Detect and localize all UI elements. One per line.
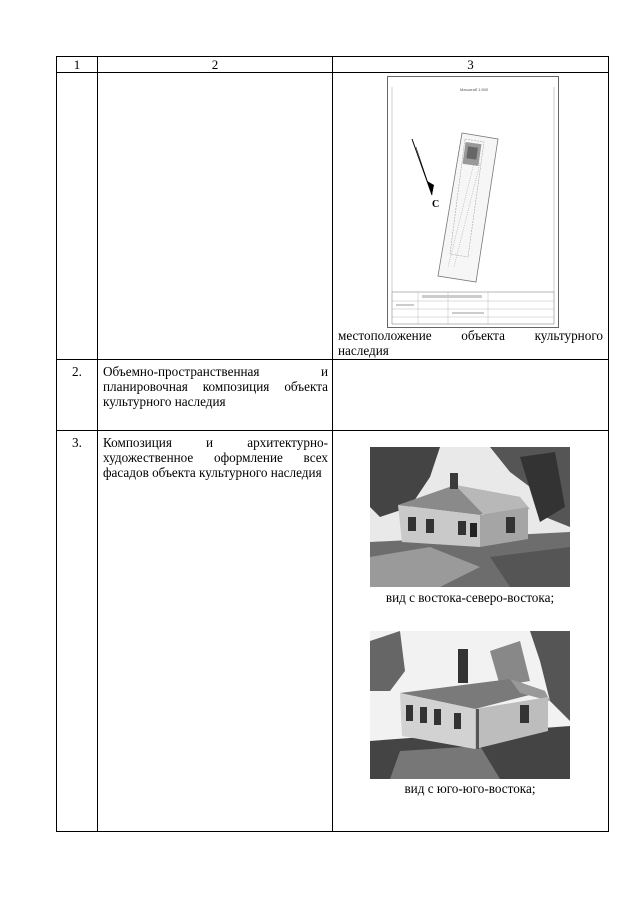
facade-photos-cell [333,431,609,832]
photo-1-caption: вид с востока-северо-востока; [385,590,555,605]
row-description: Композиция и архитектурно-художественное оформление всех фасадов объекта культурного наследия [98,431,333,832]
header-col-2: 2 [98,57,333,73]
photo-2-caption: вид с юго-юго-востока; [404,781,536,796]
site-plan-drawing [387,76,559,328]
row-number [57,73,98,360]
photo-1-block [370,447,570,607]
site-plan-svg [388,77,558,327]
table-row-composition [57,360,609,431]
facade-photo-ene [370,447,570,587]
row-number: 2. [57,360,98,431]
plan-scale-label: Масштаб 1:500 [460,87,489,92]
table-row-location [57,73,609,360]
attribute-table [56,56,609,832]
row-number: 3. [57,431,98,832]
location-cell [333,73,609,360]
facade-photo-ssе [370,631,570,779]
header-col-3: 3 [333,57,609,73]
location-caption: местоположение объекта культурного наследия [338,328,603,358]
header-col-1: 1 [57,57,98,73]
row-content-empty [333,360,609,431]
north-arrow [412,139,432,195]
photo-2-block [370,631,570,801]
table-header-row [57,57,609,73]
table-row-facades [57,431,609,832]
row-description [98,73,333,360]
north-label: С [432,199,440,210]
row-description: Объемно-пространственная и планировочная композиция объекта культурного наследия [98,360,333,431]
